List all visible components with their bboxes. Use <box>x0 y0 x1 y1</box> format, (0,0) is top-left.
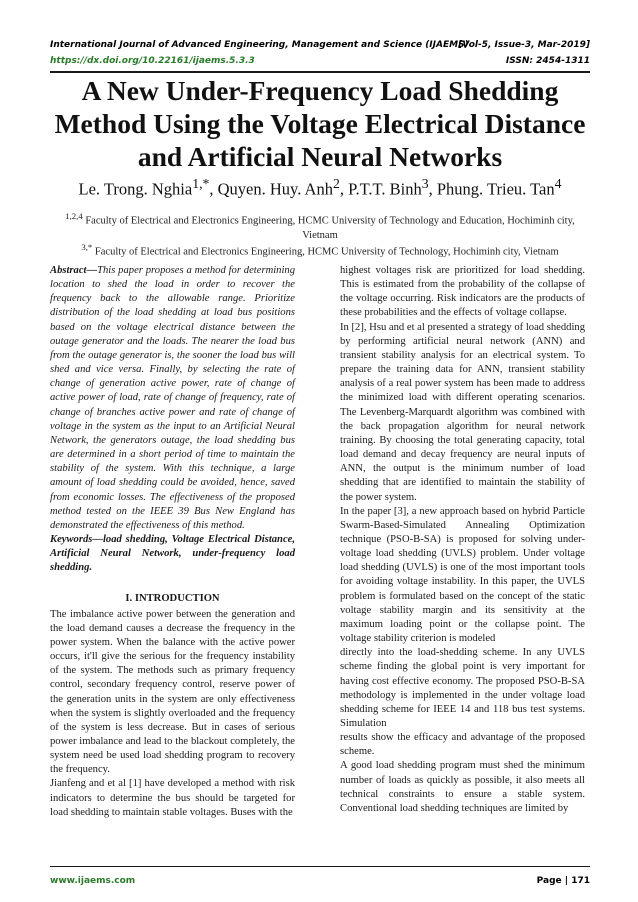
body-paragraph: Jianfeng and et al [1] have developed a method with risk indicators to determine the bus should be targeted for load shedding to maintain stable voltages. Buses with the <box>50 778 295 818</box>
affiliation <box>50 209 590 243</box>
body-paragraph: highest voltages risk are prioritized for load shedding. This is estimated from the probability of the collapse of the voltage occurring. Risk indicators are the products of these probabilities and the effects of voltage collapse. <box>340 265 585 319</box>
section-heading: I. INTRODUCTION <box>125 593 220 605</box>
body-paragraph: The imbalance active power between the generation and the load demand causes a decrease the frequency in the power system. When the balance with the active power occurs, it'll give the serious for the frequency instability of the system. The methods such as primary frequency control, secondary frequency control, reserve power of the generation units in the system are only effectiveness when the system is slightly overloaded and the frequency of the system is less decrease. But in cases of serious power imbalance and lead to the blackout completely, the system need be used load shedding program to recovery the frequency. <box>50 608 295 776</box>
paper-title: A New Under-Frequency Load Shedding Method Using the Voltage Electrical Distance and Artificial Neural Networks <box>54 75 586 172</box>
body-paragraph: In [2], Hsu and et al presented a strategy of load shedding by performing artificial neural network (ANN) and transient stability analysis for an electrical system. To prepare the training data for ANN, transient stability analysis of a real power system has been made to address the minimized load with different operating scenarios. The Levenberg-Marquardt algorithm was combined with the back propagation algorithm for neural network training. By choosing the total generating capacity, total load demand and decay frequency are neural inputs of ANN, the output is the minimum number of load shedding that are identified to maintain the stability of the power system. <box>340 321 585 503</box>
affiliation-text: Faculty of Electrical and Electronics Engineering, HCMC University of Technology, Hochiminh city, Vietnam <box>94 246 559 258</box>
body-paragraph: directly into the load-shedding scheme. In any UVLS scheme finding the global point is very important for having cost effective economy. The proposed PSO-B-SA methodology is implemented in the under voltage load shedding scheme for IEEE 14 and 118 bus test systems. Simulation <box>340 647 585 729</box>
author: Quyen. Huy. Anh <box>217 179 333 199</box>
author-list: Le. Trong. Nghia$^{1,*}$, Quyen. Huy. Anh$^2$, P.T.T. Binh$^3$, Phung. Trieu. Tan$^4$ <box>78 176 562 199</box>
running-header <box>50 40 590 50</box>
issn: ISSN: 2454-1311 <box>505 56 590 66</box>
affiliation-sup: 1,2,4 <box>65 211 83 221</box>
header-rule <box>50 71 590 73</box>
abstract-text: This paper proposes a method for determining location to shed the load in order to recover the frequency back to the allowable range. Prioritize distribution of the load shedding at load bus positions based on the voltage electrical distance between the outage generator and the loads. The nearer the load bus from the outage generator is, the sooner the load bus will shed and vice versa. Finally, by selecting the rate of change of generation active power, rate of change of active power of load, rate of change of frequency, rate of change of branches active power and rate of change of voltage in the system as the input to an Artificial Neural Network, the generators outage, the load shedding bus are determined in a short period of time to maintain the stability of the system. With this technique, a large amount of load shedding could be avoided, hence, saved from economic losses. The effectiveness of the proposed method tested on the IEEE 39 Bus New England has demonstrated the effectiveness of this method. <box>50 265 295 531</box>
volume-info: [Vol-5, Issue-3, Mar-2019] <box>458 40 590 50</box>
abstract-label: Abstract— <box>50 265 98 276</box>
body-paragraph: In the paper [3], a new approach based on hybrid Particle Swarm-Based-Simulated Annealing Optimization technique (PSO-B-SA) is proposed for solving under-voltage load shedding (UVLS) problem. Under voltage load shedding (UVLS) is one of the most important tools for avoiding voltage instability. In this paper, the UVLS problem is formulated based on the concept of the static voltage stability margin and its sensitivity at the maximum loading point or the collapse point. The voltage stability criterion is modeled <box>340 505 585 645</box>
body-paragraph: A good load shedding program must shed the minimum number of loads as quickly as possible, it also meets all technical constraints to ensure a stable system. Conventional load shedding techniques are limited by <box>340 760 585 814</box>
doi-header <box>50 56 590 66</box>
author-sup: 3 <box>421 176 429 191</box>
website-link[interactable]: www.ijaems.com <box>50 876 136 886</box>
author: Le. Trong. Nghia <box>78 179 193 199</box>
affiliation-sup: 3,* <box>81 242 93 252</box>
author-sup: 1,* <box>192 176 210 191</box>
right-column <box>340 264 585 816</box>
author: Phung. Trieu. Tan <box>436 179 555 199</box>
page-number: Page | 171 <box>536 876 590 886</box>
affiliation-text: Faculty of Electrical and Electronics Engineering, HCMC University of Technology and Education, Hochiminh city, Vietnam <box>85 215 575 241</box>
author: P.T.T. Binh <box>348 179 422 199</box>
doi-link[interactable]: https://dx.doi.org/10.22161/ijaems.5.3.3 <box>50 56 255 66</box>
keywords: Keywords—load shedding, Voltage Electrical Distance, Artificial Neural Network, under-frequency load shedding. <box>50 533 295 574</box>
footer-rule <box>50 866 590 867</box>
body-paragraph: results show the efficacy and advantage of the proposed scheme. <box>340 732 585 758</box>
left-column <box>50 264 295 820</box>
abstract <box>50 264 295 533</box>
affiliation <box>50 240 590 260</box>
journal-name: International Journal of Advanced Engineering, Management and Science (IJAEMS) <box>50 40 469 50</box>
author-sup: 2 <box>332 176 340 191</box>
author-sup: 4 <box>554 176 562 191</box>
